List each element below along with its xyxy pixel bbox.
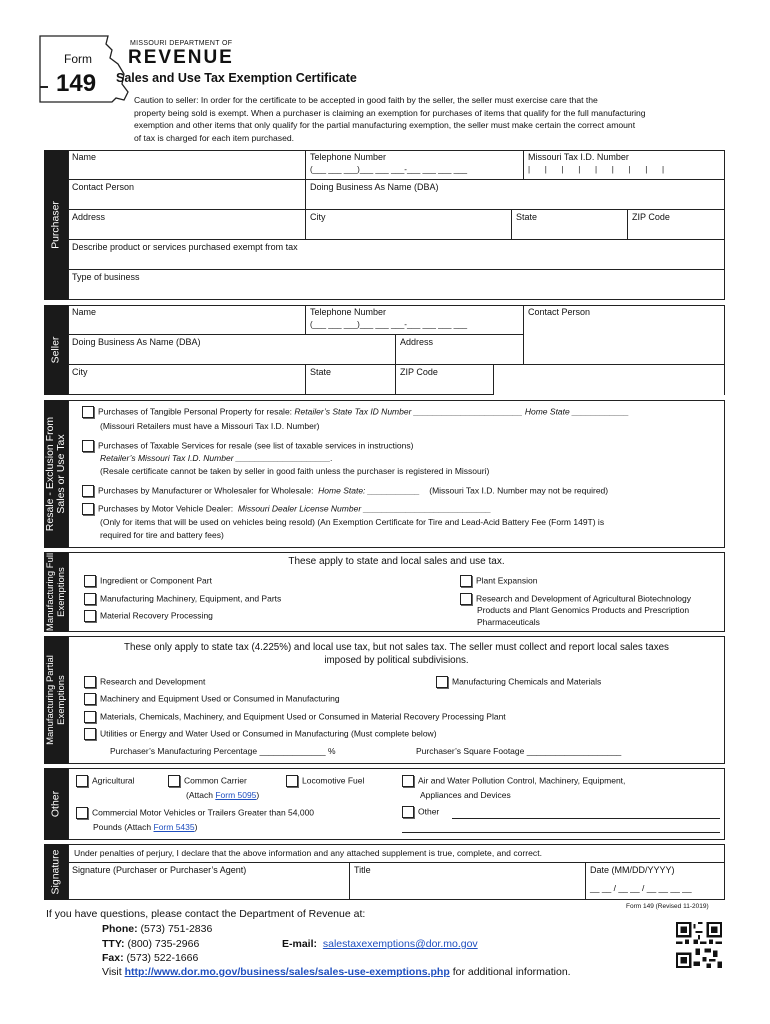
full-item-research-2: Products and Plant Genomics Products and Prescription [477,605,690,615]
resale-item-dealer: Purchases by Motor Vehicle Dealer: Missouri Dealer License Number ___________________________ [82,503,491,515]
full-item-plant-expansion: Plant Expansion [460,575,537,587]
resale-item-tangible: Purchases of Tangible Personal Property for resale: Retailer’s State Tax ID Number _______________________ Home State ____________ [82,406,629,418]
qr-code-icon [676,922,722,968]
other-sidebar: Other [44,768,68,840]
dash-mark [40,86,48,88]
purchaser-describe-field[interactable]: Describe product or services purchased exempt from tax [68,240,725,270]
partial-item-research: Research and Development [84,676,205,688]
other-other-checkbox[interactable] [402,806,414,818]
form-5095-link[interactable]: Form 5095 [215,790,257,800]
seller-state-field[interactable]: State [306,365,396,395]
purchaser-contact-field[interactable]: Contact Person [68,180,306,210]
full-item-research: Research and Development of Agricultural Biotechnology [460,593,691,605]
other-cmv-checkbox[interactable] [76,807,88,819]
tty-line: TTY: (800) 735-2966 [102,938,200,950]
resale-item-services-note: (Resale certificate cannot be taken by seller in good faith unless the purchaser is registered in Missouri) [100,466,490,476]
full-exemptions-heading: These apply to state and local sales and use tax. [288,556,505,567]
seller-address-field[interactable]: Address [396,335,524,365]
agency-line: MISSOURI DEPARTMENT OF [130,40,233,47]
seller-city-field[interactable]: City [68,365,306,395]
full-item-recovery: Material Recovery Processing [84,610,213,622]
purchaser-address-field[interactable]: Address [68,210,306,240]
form-5435-link[interactable]: Form 5435 [153,822,195,832]
signature-sidebar: Signature [44,844,68,900]
other-item-pollution: Air and Water Pollution Control, Machinery, Equipment, [402,775,625,787]
signature-field[interactable]: Signature (Purchaser or Purchaser’s Agent) [68,862,350,900]
other-carrier-checkbox[interactable] [168,775,180,787]
resale-sidebar: Resale - Exclusion From Sales or Use Tax [44,400,68,548]
seller-contact-field[interactable]: Contact Person [524,305,725,365]
purchaser-business-type-field[interactable]: Type of business [72,272,140,282]
seller-dba-field[interactable]: Doing Business As Name (DBA) [68,335,396,365]
seller-sidebar: Seller [44,305,68,395]
resale-wholesale-checkbox[interactable] [82,485,94,497]
website-link[interactable]: http://www.dor.mo.gov/business/sales/sales-use-exemptions.php [124,966,450,978]
caution-text: Caution to seller: In order for the certificate to be accepted in good faith by the seller, the seller must exercise care that the property being sold is exempt. When a purchaser is claiming an exemption for purchases of items that qualify for the full manufacturing exemption and other items that only qualify for the partial manufacturing exemption, the seller must make certain the correct amount of tax is charged for each item purchased. [134,95,646,143]
other-item-carrier-attach: (Attach Form 5095) [186,790,260,800]
resale-item-services: Purchases of Taxable Services for resale (see list of taxable services in instructions) [82,440,413,452]
resale-services-checkbox[interactable] [82,440,94,452]
partial-utilities-checkbox[interactable] [84,728,96,740]
full-research-checkbox[interactable] [460,593,472,605]
purchaser-city-field[interactable]: City [306,210,512,240]
date-field[interactable]: Date (MM/DD/YYYY) __ __ / __ __ / __ __ __ __ [586,862,725,900]
partial-exemptions-sidebar: Manufacturing Partial Exemptions [44,636,68,764]
other-item-pollution-2: Appliances and Devices [420,790,511,800]
other-item-other: Other [402,806,439,818]
full-item-research-3: Pharmaceuticals [477,617,540,627]
full-ingredient-checkbox[interactable] [84,575,96,587]
resale-item-services-id: Retailer’s Missouri Tax I.D. Number ____________________. [100,453,333,463]
other-item-cmv-attach: Pounds (Attach Form 5435) [93,822,198,832]
partial-square-footage-field[interactable]: Purchaser’s Square Footage ____________________ [416,746,622,756]
partial-machinery-checkbox[interactable] [84,693,96,705]
partial-item-chemicals: Manufacturing Chemicals and Materials [436,676,601,688]
seller-telephone-field[interactable]: Telephone Number (___ ___ ___)___ ___ ___-___ ___ ___ ___ [306,305,524,335]
other-text-line-1[interactable] [452,818,720,819]
other-item-carrier: Common Carrier [168,775,247,787]
perjury-statement: Under penalties of perjury, I declare that the above information and any attached supplement is true, complete, and correct. [74,848,542,858]
fax-line: Fax: (573) 522-1666 [102,952,199,964]
full-item-machinery: Manufacturing Machinery, Equipment, and Parts [84,593,281,605]
full-item-ingredient: Ingredient or Component Part [84,575,212,587]
other-item-locomotive: Locomotive Fuel [286,775,364,787]
purchaser-dba-field[interactable]: Doing Business As Name (DBA) [306,180,725,210]
resale-item-dealer-note2: required for tire and battery fees) [100,530,224,540]
partial-recovery-checkbox[interactable] [84,711,96,723]
other-pollution-checkbox[interactable] [402,775,414,787]
partial-percentage-field[interactable]: Purchaser’s Manufacturing Percentage ______________ % [110,746,336,756]
visit-line: Visit http://www.dor.mo.gov/business/sales/sales-use-exemptions.php for additional information. [102,966,571,978]
resale-dealer-checkbox[interactable] [82,503,94,515]
full-exemptions-sidebar: Manufacturing Full Exemptions [45,552,67,632]
full-recovery-checkbox[interactable] [84,610,96,622]
partial-research-checkbox[interactable] [84,676,96,688]
other-locomotive-checkbox[interactable] [286,775,298,787]
purchaser-tax-id-field[interactable]: Missouri Tax I.D. Number | | | | | | | | | [524,150,725,180]
full-machinery-checkbox[interactable] [84,593,96,605]
form-title: Sales and Use Tax Exemption Certificate [116,71,357,85]
seller-name-field[interactable]: Name [68,305,306,335]
partial-item-machinery: Machinery and Equipment Used or Consumed in Manufacturing [84,693,340,705]
resale-item-wholesale: Purchases by Manufacturer or Wholesaler for Wholesale: Home State: ___________ (Missouri Tax I.D. Number may not be required) [82,485,608,497]
form-number: 149 [56,70,97,97]
full-plant-expansion-checkbox[interactable] [460,575,472,587]
email-line: E-mail: salestaxexemptions@dor.mo.gov [282,938,478,950]
email-link[interactable]: salestaxexemptions@dor.mo.gov [322,938,478,950]
questions-text: If you have questions, please contact the Department of Revenue at: [46,908,366,920]
partial-chemicals-checkbox[interactable] [436,676,448,688]
partial-exemptions-heading: These only apply to state tax (4.225%) and local use tax, but not sales tax. The seller must collect and report local sales taxes imposed by political subdivisions. [124,642,669,666]
agency-logo-text: REVENUE [128,47,234,68]
resale-tangible-checkbox[interactable] [82,406,94,418]
purchaser-state-field[interactable]: State [512,210,628,240]
other-item-agricultural: Agricultural [76,775,135,787]
other-agricultural-checkbox[interactable] [76,775,88,787]
partial-item-utilities: Utilities or Energy and Water Used or Consumed in Manufacturing (Must complete below) [84,728,437,740]
other-text-line-2[interactable] [402,832,720,833]
revision-note: Form 149 (Revised 11-2019) [626,903,709,910]
resale-item-dealer-note: (Only for items that will be used on vehicles being resold) (An Exemption Certificate for Tire and Lead-Acid Battery Fee (Form 149T) is [100,517,605,527]
partial-item-recovery: Materials, Chemicals, Machinery, and Equipment Used or Consumed in Material Recovery Processing Plant [84,711,506,723]
resale-item-tangible-note: (Missouri Retailers must have a Missouri Tax I.D. Number) [100,421,320,431]
seller-zip-field[interactable]: ZIP Code [396,365,494,395]
form-label: Form [64,52,92,66]
purchaser-name-field[interactable]: Name [68,150,306,180]
other-item-cmv: Commercial Motor Vehicles or Trailers Greater than 54,000 [76,807,314,819]
phone-line: Phone: (573) 751-2836 [102,923,213,935]
purchaser-telephone-field[interactable]: Telephone Number (___ ___ ___)___ ___ ___-___ ___ ___ ___ [306,150,524,180]
purchaser-sidebar: Purchaser [44,150,68,300]
purchaser-zip-field[interactable]: ZIP Code [628,210,725,240]
title-field[interactable]: Title [350,862,586,900]
